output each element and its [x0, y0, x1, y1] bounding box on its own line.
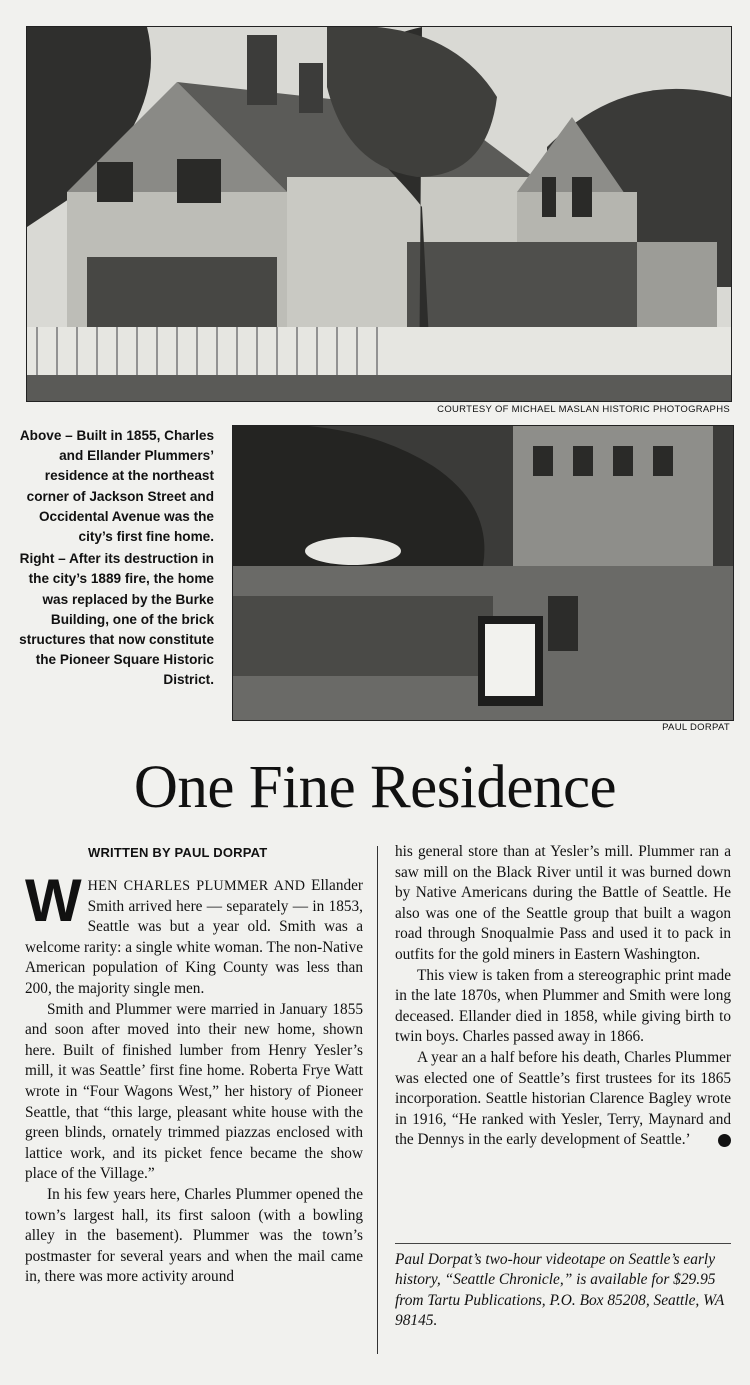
- article-column-left: [25, 867, 363, 1288]
- end-mark-icon: P: [718, 1134, 731, 1147]
- article-paragraph: Smith and Plummer were married in January 1855 and soon after moved into their new home, shown here. Built of finished lumber from Henry Yesler’s mill, it was Seattle’ first fine home. Roberta Frye Watt wrote in “Four Wagons West,” her history of Pioneer Seattle, that “this large, pleasant white house with the green blinds, ornately trimmed piazzas enclosed with lattice work, and its picket fence became the show place of the Village.”: [25, 1000, 363, 1183]
- drop-cap: W: [25, 867, 82, 934]
- caption-above: Above – Built in 1855, Charles and Ellander Plummers’ residence at the northeast corner of Jackson Street and Occidental Avenue was the city’s first fine home.: [19, 428, 214, 545]
- paragraph-text: Ellander Smith arrived here — separately — in 1853, Seattle was but a year old. Smith was a welcome rarity: a single white woman. The non-Native American population of King County was less than 200, the majority single men.: [25, 877, 363, 997]
- caption-right: Right – After its destruction in the city’s 1889 fire, the home was replaced by the Burke Building, one of the brick structures that now constitute the Pioneer Square Historic District.: [19, 551, 214, 688]
- article-paragraph: [395, 1048, 747, 1151]
- sidebar-divider: [395, 1243, 731, 1244]
- lead-in: HEN CHARLES PLUMMER AND: [87, 878, 306, 894]
- paragraph-text: A year an a half before his death, Charles Plummer was elected one of Seattle’s first trustees for its 1865 incorporation. Seattle historian Clarence Bagley wrote in 1916, “He ranked with Yesler, Terry, Maynard and the Dennys in the early development of Seattle.’: [395, 1048, 731, 1149]
- photo-credit-top: COURTESY OF MICHAEL MASLAN HISTORIC PHOTOGRAPHS: [437, 404, 730, 415]
- historic-house-photo: [26, 26, 732, 402]
- photo-credit-bottom: PAUL DORPAT: [662, 722, 730, 733]
- headline: One Fine Residence: [133, 754, 617, 821]
- article-column-right: [395, 842, 747, 1151]
- column-divider: [377, 846, 378, 1354]
- article-paragraph: his general store than at Yesler’s mill. Plummer ran a saw mill on the Black River until it was burned down by Native Americans during the Battle of Seattle. He also was one of the Seattle group that built a wagon road through Snoqualmie Pass and used it to pack in outfits for the gold miners in Eastern Washington.: [395, 843, 731, 963]
- photo-caption: [14, 426, 214, 693]
- burke-building-photo: [232, 425, 734, 721]
- article-paragraph: [25, 867, 363, 1000]
- article-paragraph: This view is taken from a stereographic print made in the late 1870s, when Plummer and Smith were long deceased. Ellander died in 1858, while giving birth to twin boys. Charles passed away in 1866.: [395, 966, 731, 1046]
- article-paragraph: In his few years here, Charles Plummer opened the town’s largest hall, its first saloon (with a bowling alley in the basement). Plummer was the town’s postmaster for several years and when the mail came in, there was more activity around: [25, 1185, 363, 1286]
- videotape-note: Paul Dorpat’s two-hour videotape on Seattle’s early history, “Seattle Chronicle,” is available for $29.95 from Tartu Publications, P.O. Box 85208, Seattle, WA 98145.: [395, 1251, 724, 1330]
- byline: WRITTEN BY PAUL DORPAT: [88, 845, 268, 860]
